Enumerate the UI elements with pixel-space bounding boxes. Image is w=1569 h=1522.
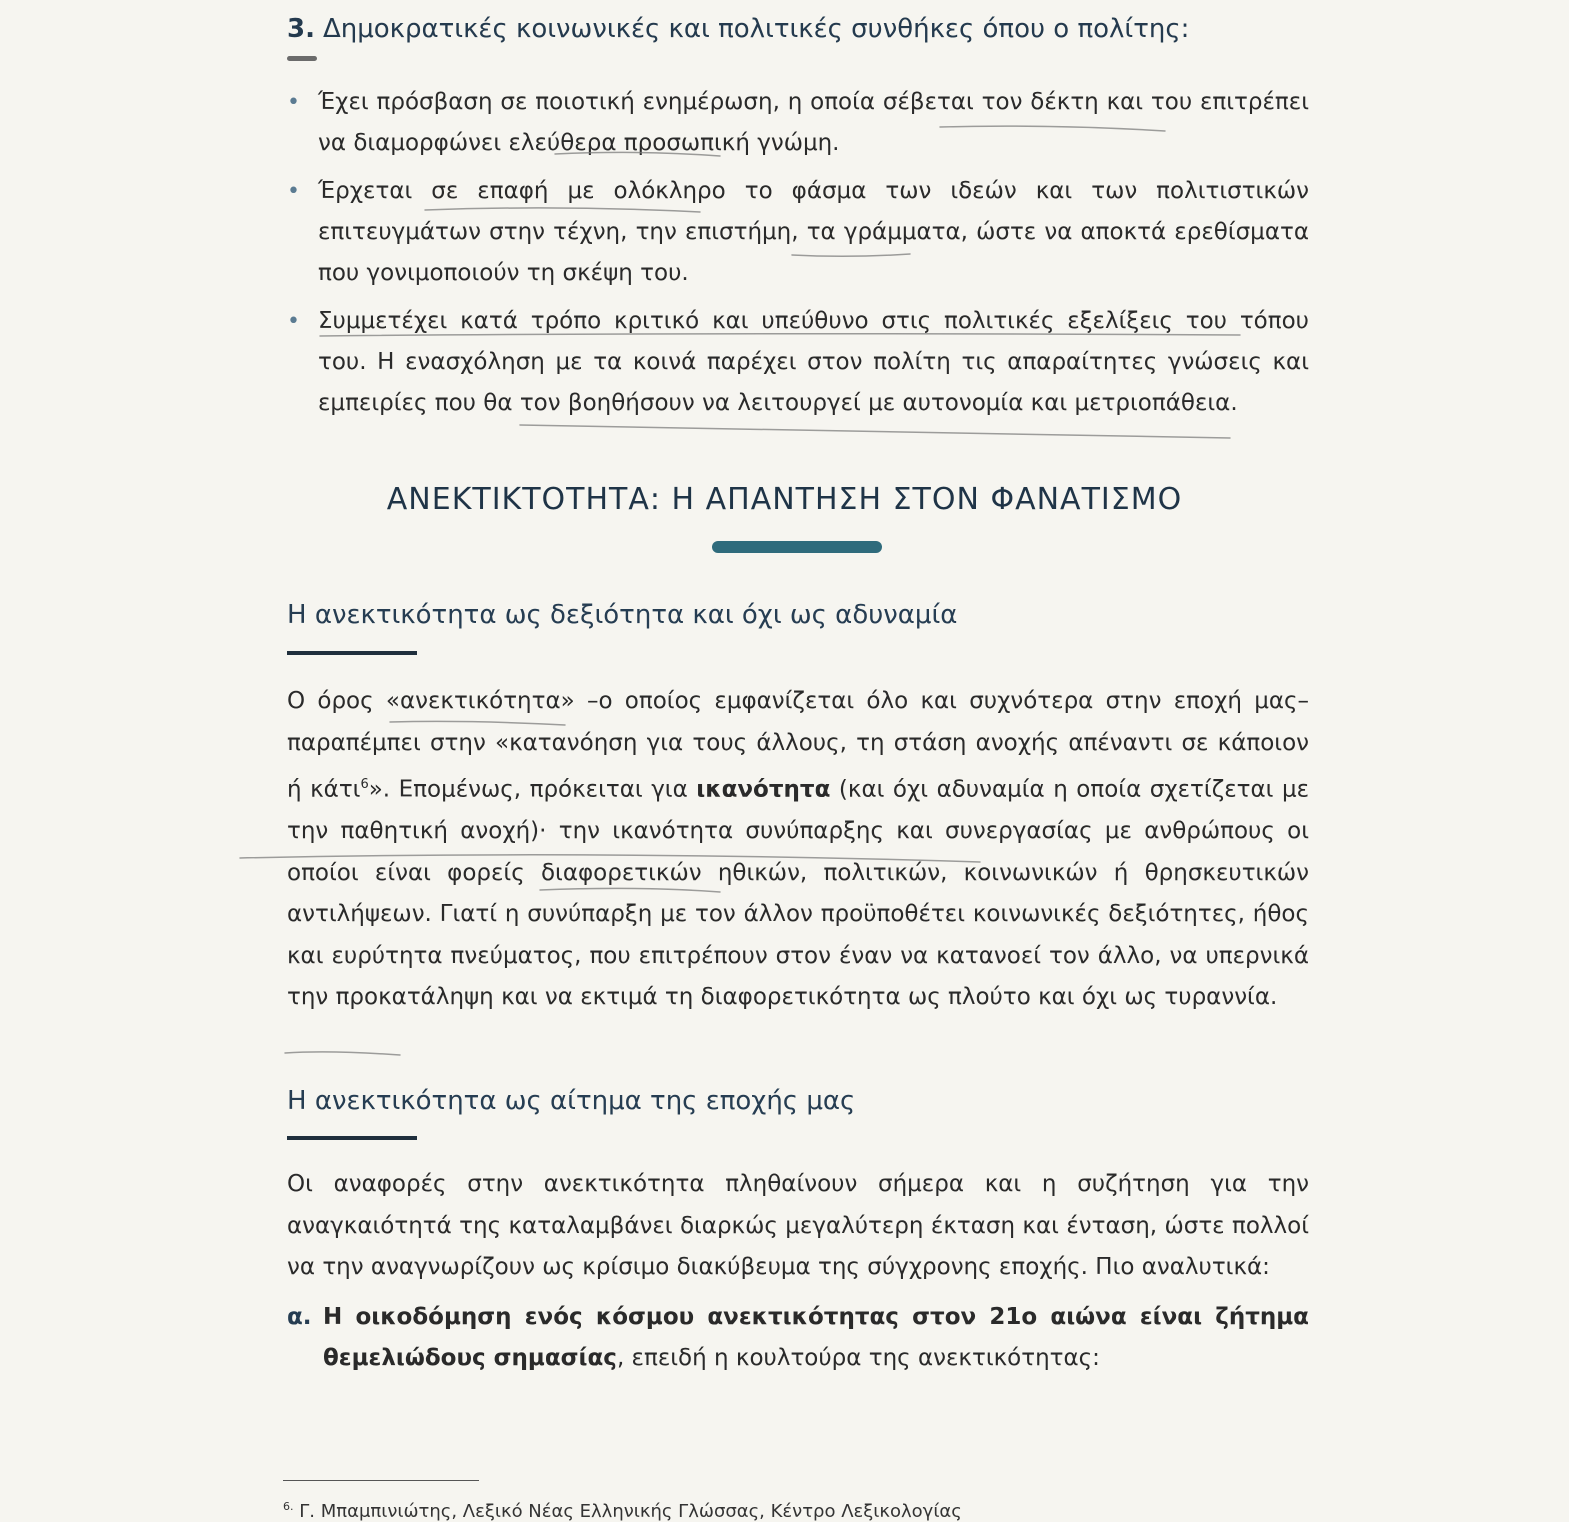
list-item [287, 301, 1309, 424]
list-item [287, 171, 1309, 294]
section-title: ΑΝΕΚΤΙΚΤΟΤΗΤΑ: Η ΑΠΑΝΤΗΣΗ ΣΤΟΝ ΦΑΝΑΤΙΣΜΟ [386, 482, 1183, 517]
subsection-rule [287, 1136, 417, 1140]
pencil-mark [287, 56, 317, 61]
paragraph: Οι αναφορές στην ανεκτικότητα πληθαίνουν σήμερα και η συζήτηση για την αναγκαιότητά της καταλαμβάνει διαρκώς μεγαλύτερη έκταση και ένταση, ώστε πολλοί να την αναγνωρίζουν ως κρίσιμο διακύβευμα της σύγχρονης εποχής. Πιο αναλυτικά: [287, 1171, 1309, 1280]
footnote-number: 6. [283, 1500, 294, 1513]
bullet-icon: • [287, 309, 300, 334]
numbered-heading [287, 14, 1317, 44]
heading-number: 3. [287, 14, 315, 44]
lettered-item [287, 1297, 1309, 1379]
bold-term: ικανότητα [696, 776, 831, 803]
subsection-title: Η ανεκτικότητα ως αίτημα της εποχής μας [287, 1086, 856, 1116]
section-accent-bar [712, 541, 882, 553]
footnote-ref: 6 [360, 777, 369, 792]
item-label: α. [287, 1304, 312, 1330]
pencil-underline [285, 1052, 400, 1055]
paragraph-text: Ο όρος «ανεκτικότητα» –ο οποίος εμφανίζεται όλο και συχνότερα στην εποχή μας– παραπέμπει στην «κατανόηση για τους άλλους, τη στάση ανοχής απέναντι σε κάποιον ή κάτι [287, 688, 1309, 803]
bold-statement: Η οικοδόμηση ενός κόσμου ανεκτικότητας στον 21ο αιώνα είναι ζήτημα θεμελιώδους σημασίας [323, 1304, 1309, 1371]
bullet-text: Έχει πρόσβαση σε ποιοτική ενημέρωση, η οποία σέβεται τον δέκτη και του επιτρέπει να διαμορφώνει ελεύθερα προσωπική γνώμη. [318, 89, 1309, 156]
bullet-text: Έρχεται σε επαφή με ολόκληρο το φάσμα των ιδεών και των πολιτιστικών επιτευγμάτων στην τέχνη, την επιστήμη, τα γράμματα, ώστε να αποκτά ερεθίσματα που γονιμοποιούν τη σκέψη του. [318, 178, 1309, 286]
bullet-icon: • [287, 179, 300, 204]
list-item [287, 82, 1309, 164]
paragraph [287, 681, 1309, 1019]
paragraph-text: (και όχι αδυναμία η οποία σχετίζεται με την παθητική ανοχή)· την ικανότητα συνύπαρξης και συνεργασίας με ανθρώπους οι οποίοι είναι φορείς διαφορετικών ηθικών, πολιτικών, κοινωνικών ή θρησκευτικών αντιλήψεων. Γιατί η συνύπαρξη με τον άλλον προϋποθέτει κοινωνικές δεξιότητες, ήθος και ευρύτητα πνεύματος, που επιτρέπουν στον έναν να κατανοεί τον άλλο, να υπερνικά την προκατάληψη και να εκτιμά τη διαφορετικότητα ως πλούτο και όχι ως τυραννία. [287, 776, 1310, 1011]
paragraph-text: ». Επομένως, πρόκειται για [368, 776, 697, 803]
item-text [287, 1297, 1309, 1379]
subsection-rule [287, 651, 417, 655]
bullet-list [287, 82, 1309, 431]
item-rest: , επειδή η κουλτούρα της ανεκτικότητας: [616, 1345, 1100, 1371]
footnote-text: Γ. Μπαμπινιώτης, Λεξικό Νέας Ελληνικής Γλώσσας, Κέντρο Λεξικολογίας [299, 1501, 962, 1522]
footnote [283, 1500, 962, 1522]
heading-text: Δημοκρατικές κοινωνικές και πολιτικές συνθήκες όπου ο πολίτης: [322, 14, 1190, 44]
bullet-icon: • [287, 90, 300, 115]
footnote-rule [283, 1480, 479, 1481]
subsection-title: Η ανεκτικότητα ως δεξιότητα και όχι ως αδυναμία [287, 600, 958, 630]
bullet-text: Συμμετέχει κατά τρόπο κριτικό και υπεύθυνο στις πολιτικές εξελίξεις του τόπου του. Η ενασχόληση με τα κοινά παρέχει στον πολίτη τις απαραίτητες γνώσεις και εμπειρίες που θα τον βοηθήσουν να λειτουργεί με αυτονομία και μετριοπάθεια. [318, 308, 1309, 416]
